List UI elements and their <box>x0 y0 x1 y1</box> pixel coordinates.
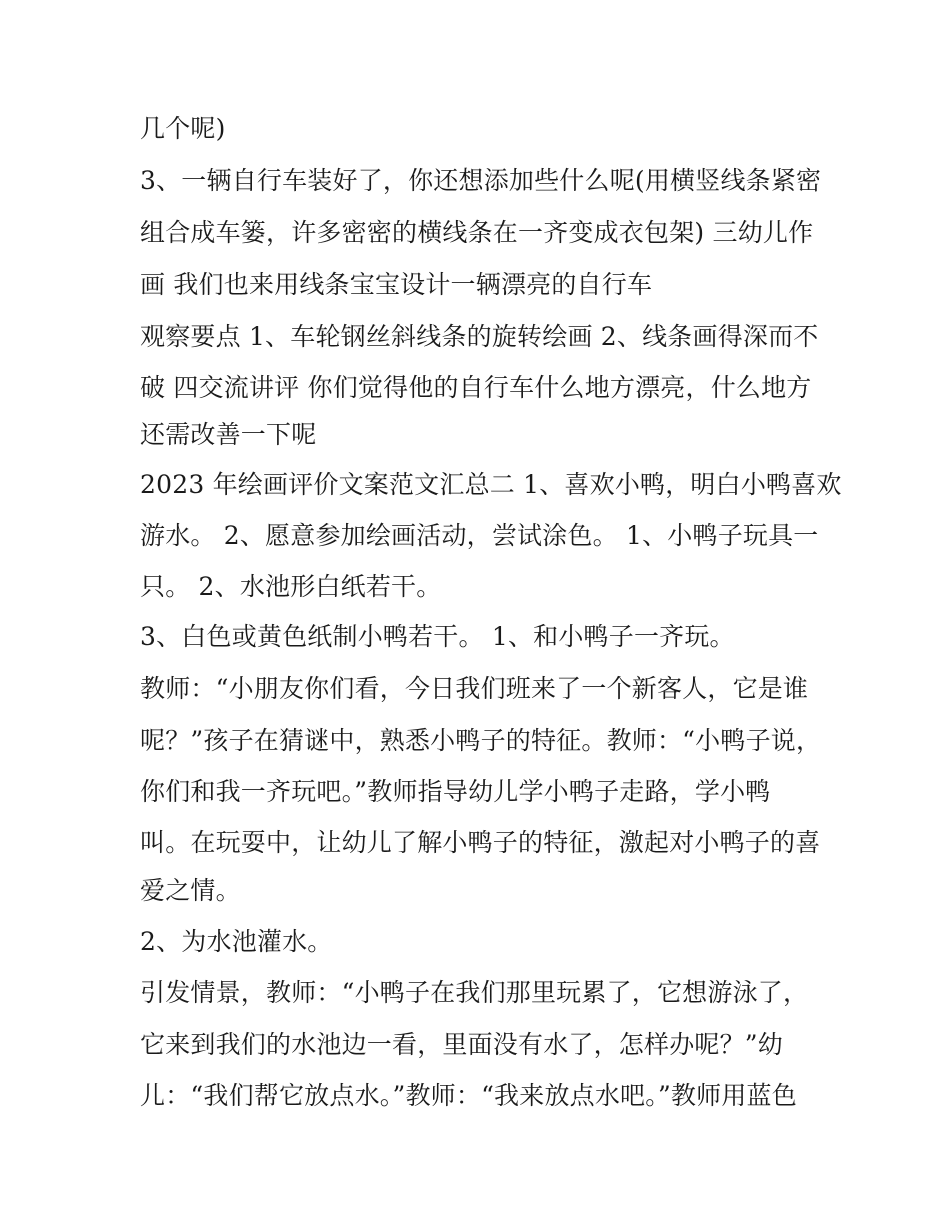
text-line: 它来到我们的水池边一看，里面没有水了，怎样办呢？”幼 <box>140 1030 783 1059</box>
text-line: 组合成车篓，许多密密的横线条在一齐变成衣包架) 三幼儿作 <box>140 218 814 247</box>
text-line: 儿：“我们帮它放点水。”教师：“我来放点水吧。”教师用蓝色 <box>140 1081 797 1110</box>
text-line: 3、白色或黄色纸制小鸭若干。 1、和小鸭子一齐玩。 <box>140 622 735 651</box>
text-line: 爱之情。 <box>140 876 241 905</box>
text-line: 游水。 2、愿意参加绘画活动，尝试涂色。 1、小鸭子玩具一 <box>140 521 819 550</box>
text-line: 2、为水池灌水。 <box>140 927 333 956</box>
text-line: 2023 年绘画评价文案范文汇总二 1、喜欢小鸭，明白小鸭喜欢 <box>140 470 842 499</box>
text-line: 你们和我一齐玩吧。”教师指导幼儿学小鸭子走路，学小鸭 <box>140 777 771 806</box>
text-line: 只。 2、水池形白纸若干。 <box>140 572 442 601</box>
text-line: 画 我们也来用线条宝宝设计一辆漂亮的自行车 <box>140 270 653 299</box>
text-line: 破 四交流讲评 你们觉得他的自行车什么地方漂亮，什么地方 <box>140 373 812 402</box>
text-line: 3、一辆自行车装好了，你还想添加些什么呢(用横竖线条紧密 <box>140 166 822 195</box>
text-line: 观察要点 1、车轮钢丝斜线条的旋转绘画 2、线条画得深而不 <box>140 322 819 351</box>
text-line: 叫。在玩耍中，让幼儿了解小鸭子的特征，激起对小鸭子的喜 <box>140 828 821 857</box>
text-line: 引发情景，教师：“小鸭子在我们那里玩累了，它想游泳了， <box>140 978 809 1007</box>
text-line: 呢？”孩子在猜谜中，熟悉小鸭子的特征。教师：“小鸭子说， <box>140 726 822 755</box>
text-line: 教师：“小朋友你们看，今日我们班来了一个新客人，它是谁 <box>140 674 809 703</box>
text-line: 还需改善一下呢 <box>140 420 317 449</box>
text-line: 几个呢) <box>140 114 226 143</box>
